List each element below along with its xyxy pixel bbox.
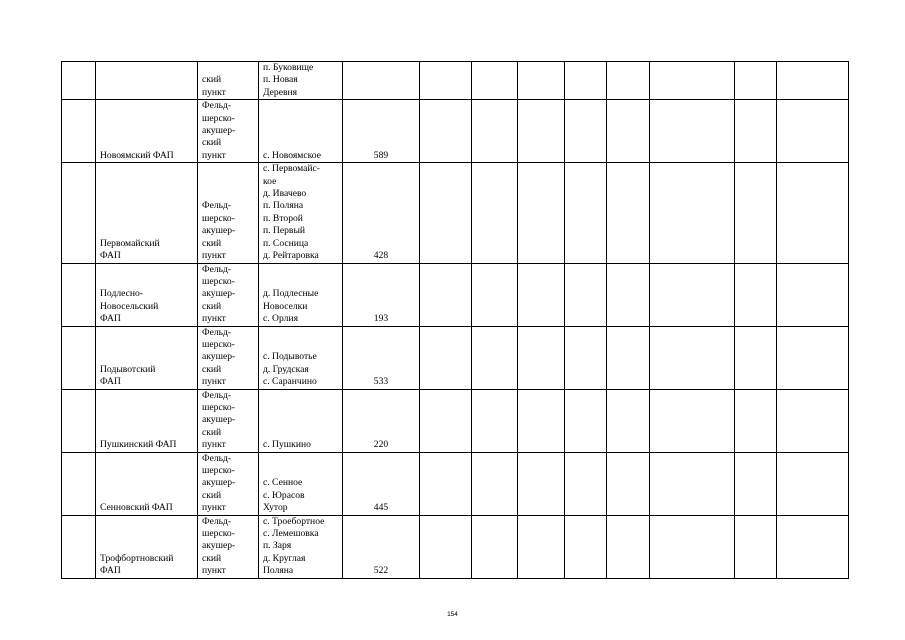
settlements-cell-line: п. Новая [263, 74, 298, 86]
settlements-cell [259, 326, 343, 389]
empty-cell [518, 263, 565, 326]
facility-type-cell-line: ский [202, 300, 222, 312]
index-cell [62, 452, 96, 515]
facility-type-cell [198, 263, 259, 326]
table-row [62, 326, 849, 389]
facility-type-cell-line: Фельд- [202, 326, 232, 338]
settlements-cell-line: с. Юрасов [263, 489, 305, 501]
empty-cell [420, 515, 472, 578]
index-cell [62, 515, 96, 578]
empty-cell [472, 452, 518, 515]
table-row [62, 515, 849, 578]
empty-cell [650, 100, 735, 163]
settlements-cell [259, 100, 343, 163]
empty-cell [607, 515, 650, 578]
empty-cell [777, 452, 849, 515]
settlements-cell [259, 389, 343, 452]
facility-name-cell [96, 326, 198, 389]
facility-type-cell-line: акушер- [202, 414, 236, 426]
empty-cell [472, 62, 518, 100]
empty-cell [518, 389, 565, 452]
facility-name-cell-line: Подлесно- [100, 288, 143, 300]
empty-cell [518, 452, 565, 515]
empty-cell [607, 326, 650, 389]
empty-cell [420, 263, 472, 326]
facility-type-cell-line: шерско- [202, 401, 235, 413]
facility-type-cell-line: Фельд- [202, 515, 232, 527]
empty-cell [650, 515, 735, 578]
empty-cell [777, 62, 849, 100]
empty-cell [565, 62, 607, 100]
empty-cell [735, 100, 777, 163]
settlements-cell-line: Деревня [263, 86, 298, 98]
empty-cell [777, 326, 849, 389]
settlements-cell-line: с. Саранчино [263, 376, 317, 388]
facility-type-cell-line: акушер- [202, 540, 236, 552]
settlements-cell-line: кое [263, 175, 277, 187]
facility-type-cell-line: Фельд- [202, 200, 232, 212]
empty-cell [607, 389, 650, 452]
settlements-cell [259, 263, 343, 326]
facility-type-cell-line: акушер- [202, 225, 236, 237]
settlements-cell-line: п. Второй [263, 212, 303, 224]
facility-type-cell-line: шерско- [202, 275, 235, 287]
population-cell [343, 62, 420, 100]
empty-cell [565, 389, 607, 452]
empty-cell [735, 163, 777, 263]
facility-name-cell-line: Сенновский ФАП [100, 502, 173, 514]
table-row [62, 263, 849, 326]
facility-name-cell [96, 62, 198, 100]
population-cell: 428 [343, 163, 420, 263]
empty-cell [565, 163, 607, 263]
facility-type-cell-line: пункт [202, 149, 226, 161]
settlements-cell-line: Новоселки [263, 300, 308, 312]
empty-cell [650, 326, 735, 389]
index-cell [62, 163, 96, 263]
index-cell [62, 62, 96, 100]
settlements-cell-line: д. Грудская [263, 363, 309, 375]
facility-type-cell-line: ский [202, 237, 222, 249]
facility-type-cell-line: акушер- [202, 477, 236, 489]
facility-type-cell [198, 62, 259, 100]
settlements-cell-line: с. Троебортное [263, 515, 325, 527]
empty-cell [565, 100, 607, 163]
settlements-cell [259, 163, 343, 263]
empty-cell [565, 263, 607, 326]
empty-cell [420, 326, 472, 389]
index-cell [62, 263, 96, 326]
settlements-cell [259, 515, 343, 578]
empty-cell [735, 515, 777, 578]
facility-name-cell-line: Пушкинский ФАП [100, 439, 177, 451]
facility-type-cell-line: шерско- [202, 338, 235, 350]
facility-type-cell-line: ский [202, 363, 222, 375]
empty-cell [472, 326, 518, 389]
index-cell [62, 389, 96, 452]
table-body [62, 62, 849, 579]
settlements-cell-line: с. Подывотье [263, 351, 317, 363]
facility-name-cell [96, 100, 198, 163]
empty-cell [650, 163, 735, 263]
table-row [62, 62, 849, 100]
empty-cell [420, 452, 472, 515]
facility-type-cell [198, 452, 259, 515]
empty-cell [472, 389, 518, 452]
settlements-cell-line: д. Рейтаровка [263, 250, 319, 262]
empty-cell [607, 163, 650, 263]
settlements-cell-line: с. Лемешовка [263, 528, 319, 540]
page-number: 154 [447, 611, 458, 618]
facility-name-cell-line: Подывотский [100, 363, 156, 375]
facility-type-cell-line: пункт [202, 439, 226, 451]
facility-type-cell-line: Фельд- [202, 100, 232, 112]
facility-type-cell-line: пункт [202, 250, 226, 262]
empty-cell [650, 452, 735, 515]
settlements-cell-line: с. Пушкино [263, 439, 311, 451]
empty-cell [518, 515, 565, 578]
empty-cell [518, 62, 565, 100]
settlements-cell-line: п. Сосница [263, 237, 309, 249]
facility-type-cell-line: шерско- [202, 528, 235, 540]
empty-cell [472, 263, 518, 326]
empty-cell [607, 263, 650, 326]
facility-type-cell-line: ский [202, 74, 222, 86]
empty-cell [735, 62, 777, 100]
facility-name-cell [96, 263, 198, 326]
facility-type-cell [198, 100, 259, 163]
population-cell: 533 [343, 326, 420, 389]
facility-name-cell [96, 163, 198, 263]
facilities-table [61, 61, 849, 579]
empty-cell [472, 163, 518, 263]
facility-type-cell-line: пункт [202, 376, 226, 388]
facility-type-cell [198, 389, 259, 452]
facility-type-cell-line: пункт [202, 313, 226, 325]
facility-name-cell [96, 452, 198, 515]
settlements-cell-line: п. Заря [263, 540, 292, 552]
empty-cell [777, 163, 849, 263]
settlements-cell-line: с. Первомайс- [263, 163, 320, 175]
settlements-cell-line: с. Орлия [263, 313, 298, 325]
empty-cell [777, 100, 849, 163]
facility-type-cell-line: шерско- [202, 212, 235, 224]
settlements-cell-line: д. Круглая [263, 552, 306, 564]
empty-cell [565, 515, 607, 578]
table-row [62, 389, 849, 452]
empty-cell [607, 62, 650, 100]
settlements-cell-line: п. Буковище [263, 62, 314, 73]
facility-type-cell [198, 163, 259, 263]
empty-cell [420, 62, 472, 100]
facility-name-cell [96, 389, 198, 452]
index-cell [62, 100, 96, 163]
facility-name-cell-line: Первомайский [100, 237, 160, 249]
population-cell: 193 [343, 263, 420, 326]
settlements-cell-line: д. Ивачево [263, 188, 307, 200]
settlements-cell-line: с. Сенное [263, 477, 303, 489]
empty-cell [420, 389, 472, 452]
population-cell: 220 [343, 389, 420, 452]
empty-cell [472, 100, 518, 163]
facility-name-cell [96, 515, 198, 578]
facility-name-cell-line: Трофбортновский [100, 552, 174, 564]
facility-type-cell [198, 326, 259, 389]
facility-name-cell-line: Новоямский ФАП [100, 149, 174, 161]
facility-type-cell-line: акушер- [202, 125, 236, 137]
empty-cell [518, 100, 565, 163]
empty-cell [650, 389, 735, 452]
empty-cell [735, 389, 777, 452]
facility-name-cell-line: ФАП [100, 250, 121, 262]
empty-cell [735, 326, 777, 389]
empty-cell [472, 515, 518, 578]
settlements-cell-line: Хутор [263, 502, 288, 514]
facility-type-cell-line: Фельд- [202, 263, 232, 275]
empty-cell [650, 62, 735, 100]
facility-type-cell-line: акушер- [202, 351, 236, 363]
settlements-cell [259, 452, 343, 515]
settlements-cell-line: п. Первый [263, 225, 306, 237]
facility-type-cell-line: ский [202, 426, 222, 438]
population-cell: 589 [343, 100, 420, 163]
facility-type-cell-line: пункт [202, 565, 226, 577]
facility-name-cell-line: ФАП [100, 565, 121, 577]
facility-type-cell-line: пункт [202, 502, 226, 514]
facility-type-cell [198, 515, 259, 578]
facility-type-cell-line: Фельд- [202, 389, 232, 401]
table-row [62, 163, 849, 263]
facility-type-cell-line: шерско- [202, 465, 235, 476]
empty-cell [565, 326, 607, 389]
settlements-cell-line: п. Поляна [263, 200, 304, 212]
settlements-cell [259, 62, 343, 100]
empty-cell [565, 452, 607, 515]
index-cell [62, 326, 96, 389]
facility-type-cell-line: Фельд- [202, 452, 232, 464]
facility-name-cell-line: Новосельский [100, 300, 159, 312]
facility-type-cell-line: ский [202, 489, 222, 501]
population-cell: 522 [343, 515, 420, 578]
settlements-cell-line: Поляна [263, 565, 294, 577]
facility-type-cell-line: акушер- [202, 288, 236, 300]
empty-cell [735, 263, 777, 326]
facility-type-cell-line: ский [202, 552, 222, 564]
facility-type-cell-line: ский [202, 137, 222, 149]
empty-cell [777, 263, 849, 326]
settlements-cell-line: д. Подлесные [263, 288, 319, 300]
facility-type-cell-line: пункт [202, 86, 226, 98]
empty-cell [607, 452, 650, 515]
population-cell: 445 [343, 452, 420, 515]
empty-cell [735, 452, 777, 515]
table-row [62, 452, 849, 515]
empty-cell [518, 326, 565, 389]
settlements-cell-line: с. Новоямское [263, 149, 321, 161]
empty-cell [420, 100, 472, 163]
empty-cell [650, 263, 735, 326]
facility-type-cell-line: шерско- [202, 112, 235, 124]
empty-cell [777, 515, 849, 578]
empty-cell [518, 163, 565, 263]
facility-name-cell-line: ФАП [100, 376, 121, 388]
facility-name-cell-line: ФАП [100, 313, 121, 325]
empty-cell [777, 389, 849, 452]
empty-cell [420, 163, 472, 263]
empty-cell [607, 100, 650, 163]
table-row [62, 100, 849, 163]
